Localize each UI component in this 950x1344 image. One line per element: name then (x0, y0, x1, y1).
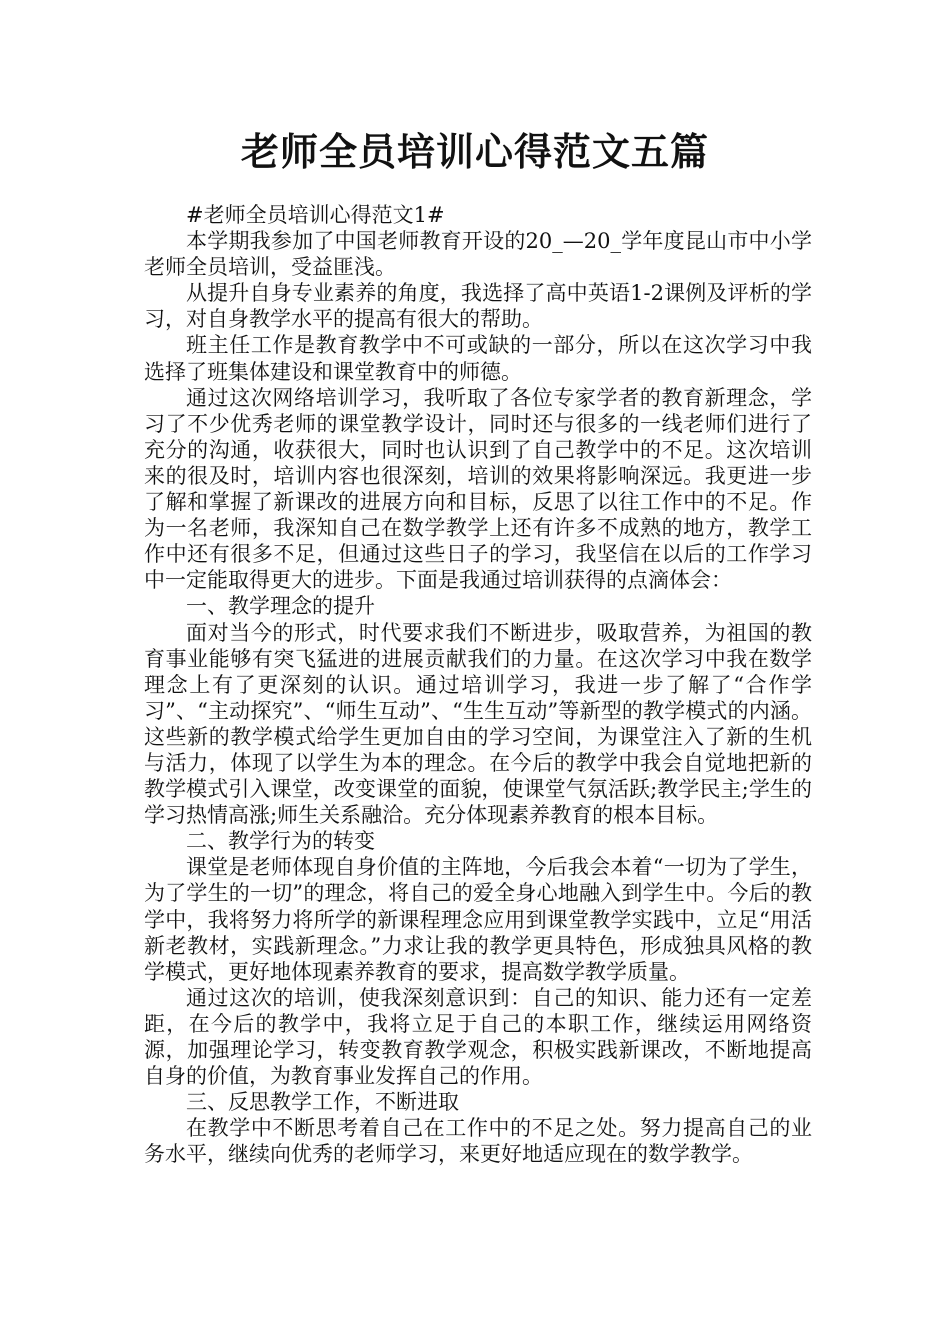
section-heading-3: 三、反思教学工作，不断进取 (186, 1090, 459, 1115)
paragraph-awareness: 通过这次的培训，使我深刻意识到：自己的知识、能力还有一定差距，在今后的教学中，我将立足于自己的本职工作，继续运用网络资源，加强理论学习，转变教育教学观念，积极实践新课改，不断地提高自身的价值，为教育事业发挥自己的作用。 (144, 985, 812, 1089)
document-body (144, 202, 812, 1167)
paragraph-network-training: 通过这次网络培训学习，我听取了各位专家学者的教育新理念，学习了不少优秀老师的课堂教学设计，同时还与很多的一线老师们进行了充分的沟通，收获很大，同时也认识到了自己教学中的不足。这次培训来的很及时，培训内容也很深刻，培训的效果将影响深远。我更进一步了解和掌握了新课改的进展方向和目标，反思了以往工作中的不足。作为一名老师，我深知自己在数学教学上还有许多不成熟的地方，教学工作中还有很多不足，但通过这些日子的学习，我坚信在以后的工作学习中一定能取得更大的进步。下面是我通过培训获得的点滴体会： (144, 385, 812, 593)
paragraph-teaching-behavior: 课堂是老师体现自身价值的主阵地，今后我会本着“一切为了学生，为了学生的一切”的理念，将自己的爱全身心地融入到学生中。今后的教学中，我将努力将所学的新课程理念应用到课堂教学实践中，立足“用活新老教材，实践新理念。”力求让我的教学更具特色，形成独具风格的教学模式，更好地体现素养教育的要求，提高数学教学质量。 (144, 855, 812, 984)
document-title: 老师全员培训心得范文五篇 (240, 130, 709, 174)
section-heading-essay-1: #老师全员培训心得范文1# (186, 203, 445, 227)
paragraph-course-choice: 从提升自身专业素养的角度，我选择了高中英语1-2课例及评析的学习，对自身教学水平的提高有很大的帮助。 (144, 281, 812, 332)
paragraph-class-teacher: 班主任工作是教育教学中不可或缺的一部分，所以在这次学习中我选择了班集体建设和课堂教育中的师德。 (144, 333, 812, 384)
paragraph-reflection: 在教学中不断思考着自己在工作中的不足之处。努力提高自己的业务水平，继续向优秀的老师学习，来更好地适应现在的数学教学。 (144, 1116, 812, 1167)
paragraph-teaching-concept: 面对当今的形式，时代要求我们不断进步，吸取营养，为祖国的教育事业能够有突飞猛进的进展贡献我们的力量。在这次学习中我在数学理念上有了更深刻的认识。通过培训学习，我进一步了解了“合作学习”、“主动探究”、“师生互动”、“生生互动”等新型的教学模式的内涵。这些新的教学模式给学生更加自由的学习空间，为课堂注入了新的生机与活力，体现了以学生为本的理念。在今后的教学中我会自觉地把新的教学模式引入课堂，改变课堂的面貌，使课堂气氛活跃;教学民主;学生的学习热情高涨;师生关系融洽。充分体现素养教育的根本目标。 (144, 620, 812, 828)
section-heading-1: 一、教学理念的提升 (186, 594, 375, 619)
section-heading-2: 二、教学行为的转变 (186, 829, 375, 854)
paragraph-intro: 本学期我参加了中国老师教育开设的20_—20_学年度昆山市中小学老师全员培训，受益匪浅。 (144, 229, 812, 280)
